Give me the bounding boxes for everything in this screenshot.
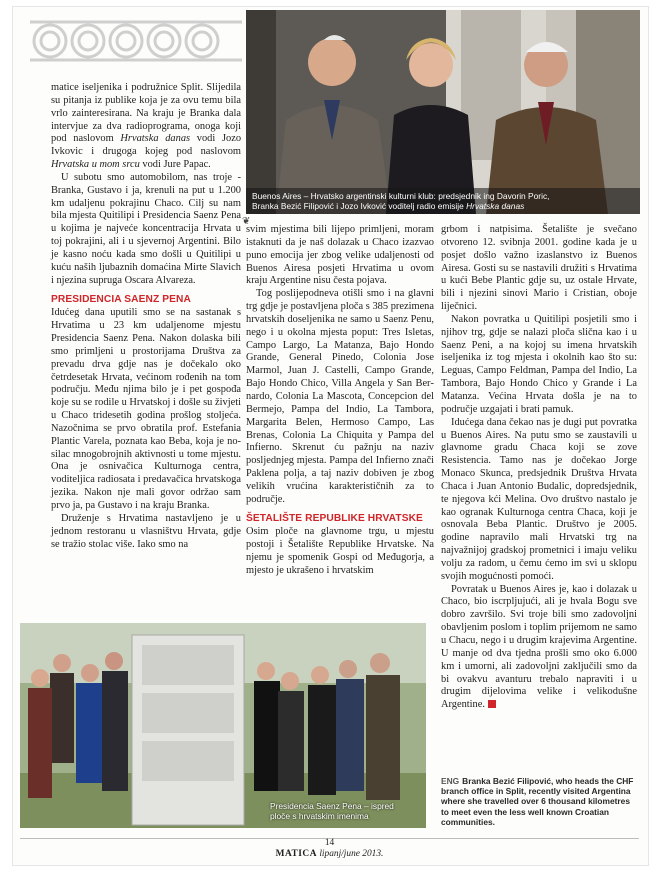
- end-mark-icon: [488, 700, 496, 708]
- caption-italic-title: Hrvatska danas: [466, 201, 525, 211]
- paragraph: Osim ploče na glavnome trgu, u mjestu postoji i Šetalište Republike Hrvatske. Na njemu je spomenik Gospi od Međugorja, a mjesto je ukrašeno i hrvatskim: [246, 526, 434, 576]
- decorative-ornament: [26, 10, 246, 72]
- photo-bottom-caption-line2: ploče s hrvatskim imenima: [270, 811, 369, 821]
- photo-illustration: [20, 623, 426, 828]
- caption-text: Branka Bezić Filipović i Jozo Ivković voditelj radio emisije: [252, 201, 467, 211]
- page-footer: [0, 838, 659, 860]
- issue-date: lipanj/june 2013.: [319, 849, 384, 859]
- photo-top-caption-line1: Buenos Aires – Hrvatsko argentinski kulturni klub: predsjednik ing Davorin Poric,: [252, 191, 550, 201]
- photo-buenos-aires-club: [246, 10, 640, 214]
- italic-title: Hrvatska u mom srcu: [51, 159, 140, 171]
- paragraph: Idućeg dana uputili smo se na sastanak s Hrvatima u 23 km udaljenome mjestu Presidencia Saenz Pena. Nakon dolaska bili smo primljeni u prostorijama Društva za prevadu drva gdje nas je dočekalo oko četrdesetak Hrvata, većinom rođenih na tom području. Među njima bilo je i pet gospođa koje su se rodile u Hrvatskoj i došle su živjeti u Chaco tridesetih godina prošlog stoljeća. Nazočnima se prvo obratila prof. Estefania Plantic Varela, poznata kao Beba, koja je nosilac mnogobrojnih aktivnosti u tome mjestu. Ona je osnivačica Kulturnoga centra, voditeljica radiosata i predavačica hrvatskoga jezika. Nakon nje mali govor održao sam prvo ja, pa Gustavo i na kraju Branka.: [51, 307, 241, 511]
- section-heading: PRESIDENCIA SAENZ PENA: [51, 293, 191, 305]
- paragraph: Idućega dana čekao nas je dugi put povratka u Buenos Aires. Na putu smo se zaustavili u glavnome gradu Chaca koji se zove Resistencia. Tamo nas je dočekao Jorge Monaco Skunca, predsjednik Društva Hrvata Chaca i Juan Antonio Budalic, dopredsjednik, te njegova kći Melina. Ovo društvo nastalo je kao ogranak Kulturnoga centra Chaca, koji je osnovala Beba Plantic. Društvo je 2005. godine napravilo mali Hrvatski trg na najvažnijoj gradskoj prometnici i imaju veliku volju za radom, u čemu ćemo im svi u sklopu svojih mogućnosti pomoći.: [441, 416, 637, 582]
- italic-title: Hrvatska danas: [120, 133, 191, 145]
- article-column-3: [441, 224, 637, 712]
- text: vodi Jure Papac.: [139, 159, 211, 171]
- photo-bottom-caption-line1: Presidencia Saenz Pena – ispred: [270, 801, 394, 811]
- article-column-2: [246, 224, 434, 578]
- paragraph: U subotu smo automobilom, nas troje - Branka, Gustavo i ja, krenuli na put u 1.200 km udaljenu pokrajinu Chaco. Cilj su nam bila mjesta Quitilipi i Presidencia Saenz Pena u kojima je najveće koncentracija Hrvata u toj pokrajini, ali i u sjevernoj Argentini. Bilo je kasno noću kada smo došli u Quitilipi u kuću naših ljubaznih domaćina Mirte Slavich i njezina supruga Oscara Alvareza.: [51, 171, 241, 286]
- article-column-1: [51, 82, 241, 551]
- photo-top-caption-line2: [252, 201, 634, 211]
- language-tag: ENG: [441, 776, 460, 786]
- magazine-name: MATICA: [275, 849, 317, 859]
- divider-dingbat: ❦: [242, 216, 251, 227]
- page-number: 14: [324, 838, 335, 848]
- paragraph: grbom i natpisima. Šetalište je svečano otvoreno 12. svibnja 2001. godine kada je u posjet došlo važno izaslanstvo iz Buenos Airesa. Gosti su se nastavili družiti s Hrvatima u kući Bebe Plantic gdje su, uz ostale Hrvate, bili i njezini sinovi Mario i Cristian, oboje liječnici.: [441, 224, 637, 313]
- photo-bottom-caption: [270, 801, 422, 821]
- english-summary: [441, 776, 637, 827]
- paragraph: svim mjestima bili lijepo primljeni, moram istaknuti da je naš dolazak u Chaco izazvao puno emocija jer zbog velike udaljenosti od Buenos Airesa posjeti Hrvatima u ovom kraju Argentine nisu česta pojava.: [246, 224, 434, 287]
- paragraph: [441, 584, 637, 712]
- text: vodi Jozo Ivkovic i drugoga kojeg pod naslovom: [51, 133, 242, 158]
- text: matice iseljenika i podružnice Split. Slijedila su pitanja iz publike koja je za ovu temu bila vrlo zainteresirana. Na kraju je Branka dala intervjue za dva radioprograma, onoga koji pod naslovom: [51, 82, 241, 145]
- paragraph: Nakon povratka u Quitilipi posjetili smo i njihov trg, gdje se nalazi ploča slična kao i u Saenz Peni, a na kojoj su imena hrvatskih iseljenika iz tog mjesta i okolnih kao što su: Leguas, Campo Feldman, Pampa del Indio, La Tambora, Bajo Hondo Chico y Grande i La Matanza. Većina Hrvata došla je na to područje uzgajati i brati pamuk.: [441, 313, 637, 415]
- text: Povratak u Buenos Aires je, kao i dolazak u Chaco, bio iscrpljujući, ali je hvala Bogu sve dobro završilo. Svi troje bili smo zadovoljni obavljenim poslom i toplim prijemom ne samo u Chacu, nego i u drugim krajevima Argentine. U manje od dva tjedna prošli smo oko 6.000 km i umorni, ali zadovoljni zaključili smo da bi ovakvu avanturu trebalo napraviti i u drugim dijelovima velike i velikodušne Argentine.: [441, 583, 637, 711]
- paragraph: [51, 82, 241, 172]
- photo-top-caption: [246, 188, 640, 214]
- paragraph: Tog poslijepodneva otišli smo i na glavni trg gdje je postavljena ploča s 385 prezimena hrvatskih doseljenika ne samo u Saenz Penu, nego i u okolna mjesta poput: Tres Isletas, Campo Largo, La Matanza, Bajo Hondo Grande, General Pinedo, Colonia Jose Marmol, Juan J. Castelli, Campo Grande, Bajo Hondo Chico, Villa Angela y San Bernardo, Colonia La Mascota, Concepcion del Bermejo, Pampa del Indio, La Tambora, Margarita Belen, Hermoso Campo, Las Brenas, Colonia La Chiquita y Pampa del Infierno. Skrenut ću pažnju na naziv posljednjeg mjesta. Pampa del Infierno znači Paklena polja, a taj naziv dobiven je zbog velikih vrućina karakterističnih za to područje.: [246, 288, 434, 505]
- paragraph: Druženje s Hrvatima nastavljeno je u jednom restoranu u vlasništvu Hrvata, gdje se tražio stolac više. Iako smo na: [51, 512, 241, 550]
- english-summary-text: Branka Bezić Filipović, who heads the CHF branch office in Split, recently visited Argentina where she travelled over 6 thousand kilometres to meet even the less well known Croatian communities.: [441, 776, 634, 827]
- photo-illustration: [246, 10, 640, 214]
- section-heading: ŠETALIŠTE REPUBLIKE HRVATSKE: [246, 512, 423, 524]
- photo-saenz-pena-plaque: [20, 623, 426, 828]
- footer-issue: [0, 849, 659, 860]
